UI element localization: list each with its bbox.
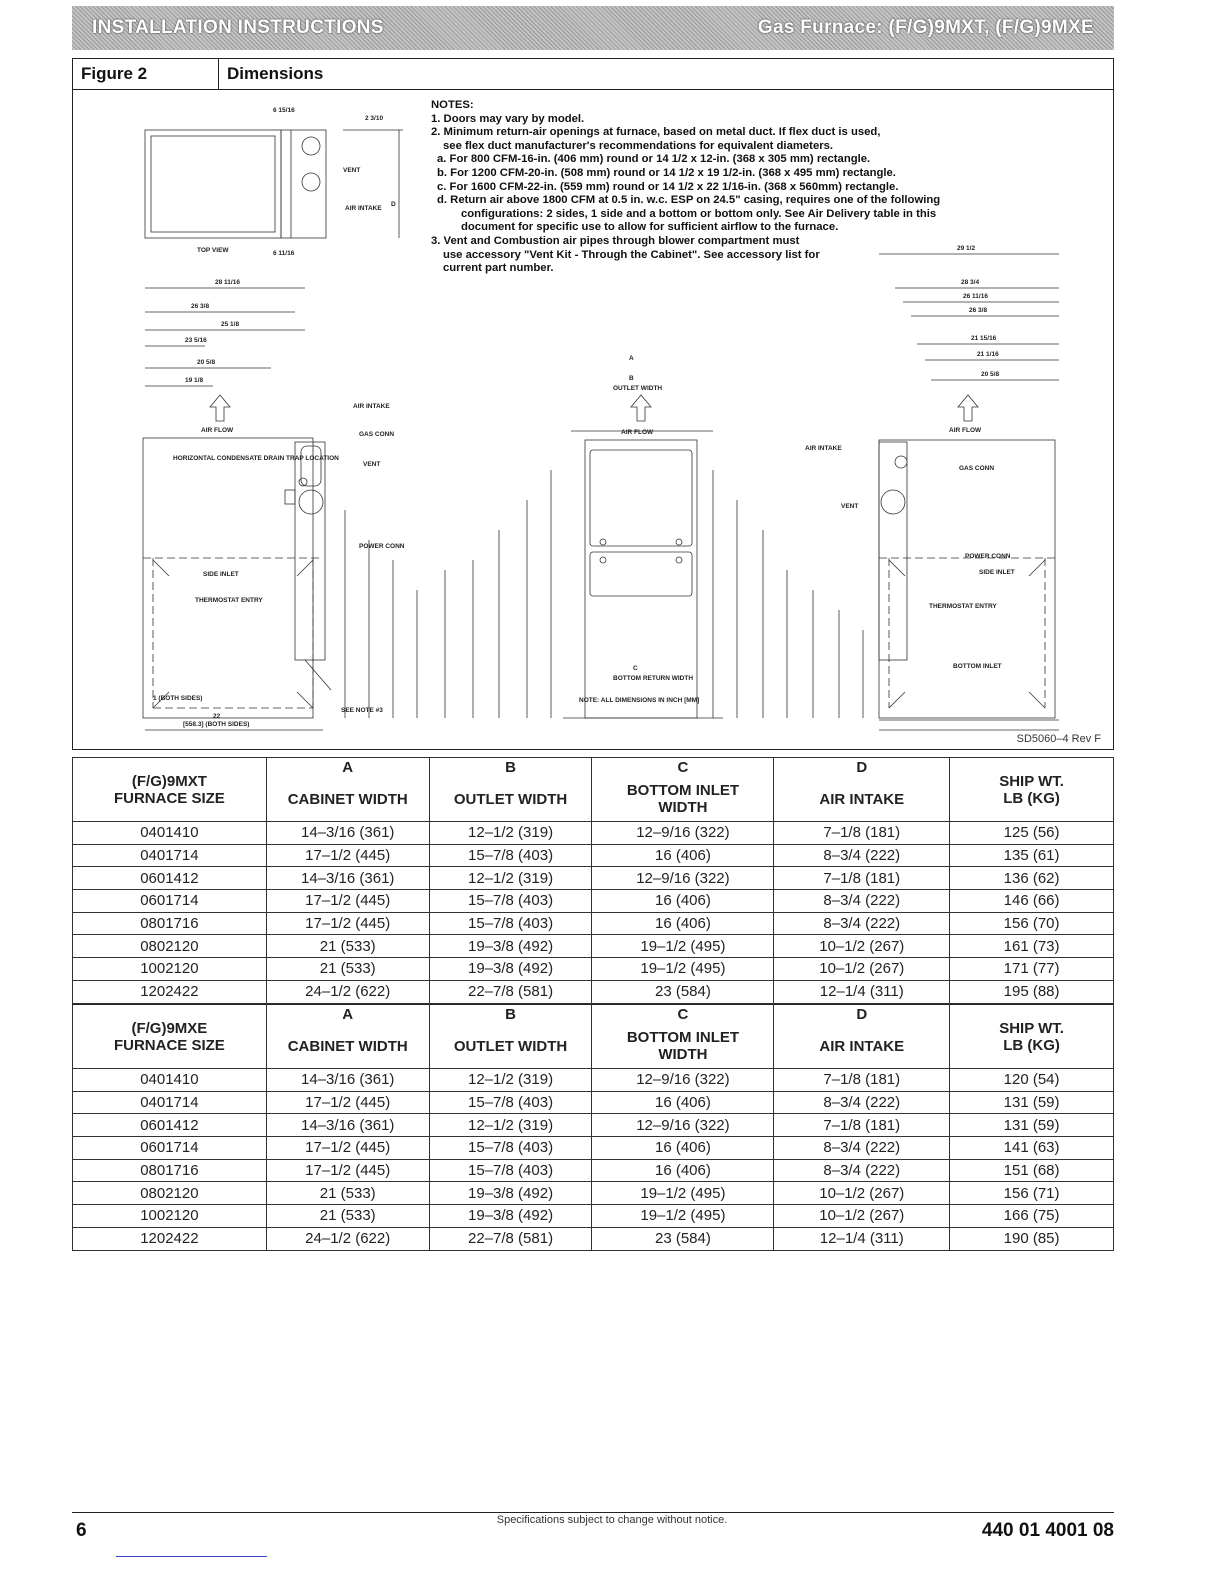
dim-left-3: 25 1/8 [221, 321, 240, 328]
table-cell: 21 (533) [266, 958, 429, 981]
table-cell: 1202422 [73, 1227, 267, 1250]
dim-right-7: 20 5/8 [981, 371, 1000, 378]
cabinet-width-header: CABINET WIDTH [266, 778, 429, 822]
drawing-reference: SD5060–4 Rev F [1016, 733, 1101, 745]
table-cell: 125 (56) [950, 822, 1114, 845]
left-side-view-drawing [143, 395, 331, 718]
dim-right-3: 26 11/16 [963, 293, 988, 300]
table-cell: 19–1/2 (495) [592, 1182, 774, 1205]
table-cell: 120 (54) [950, 1069, 1114, 1092]
dim-right-1: 29 1/2 [957, 245, 976, 252]
table-cell: 12–9/16 (322) [592, 1069, 774, 1092]
note-3-cont-2: current part number. [443, 262, 554, 275]
table-cell: 136 (62) [950, 867, 1114, 890]
figure-2-box [72, 58, 1114, 750]
right-air-intake-label: AIR INTAKE [805, 445, 842, 452]
table-row [73, 1182, 1114, 1205]
table-cell: 12–1/2 (319) [429, 1069, 592, 1092]
right-thermostat-label: THERMOSTAT ENTRY [929, 603, 997, 610]
top-view-drawing [145, 130, 403, 238]
letter-b-header: B [429, 1005, 592, 1025]
see-note-label: SEE NOTE #3 [341, 707, 383, 714]
table-cell: 24–1/2 (622) [266, 980, 429, 1003]
table-row [73, 935, 1114, 958]
table-cell: 22–7/8 (581) [429, 1227, 592, 1250]
left-air-flow-label: AIR FLOW [201, 427, 234, 434]
table-cell: 19–3/8 (492) [429, 1205, 592, 1228]
table-row [73, 1091, 1114, 1114]
table-cell: 141 (63) [950, 1137, 1114, 1160]
letter-a-header: A [266, 1005, 429, 1025]
table-cell: 19–3/8 (492) [429, 958, 592, 981]
left-side-inlet-label: SIDE INLET [203, 571, 239, 578]
note-2d-cont-1: configurations: 2 sides, 1 side and a bottom or bottom only. See Air Delivery table in this [461, 207, 937, 220]
left-dimension-lines [145, 288, 323, 730]
table-cell: 23 (584) [592, 980, 774, 1003]
table-cell: 14–3/16 (361) [266, 867, 429, 890]
table-cell: 135 (61) [950, 844, 1114, 867]
table-cell: 190 (85) [950, 1227, 1114, 1250]
table-cell: 146 (66) [950, 890, 1114, 913]
table-cell: 15–7/8 (403) [429, 1137, 592, 1160]
figure-number: Figure 2 [73, 59, 219, 89]
table-cell: 12–1/2 (319) [429, 822, 592, 845]
figure-header [73, 59, 1113, 90]
right-dimension-lines [879, 254, 1059, 730]
model-label: (F/G)9MXT [131, 772, 207, 790]
table-row [73, 867, 1114, 890]
table-cell: 0401410 [73, 822, 267, 845]
table-cell: 21 (533) [266, 1182, 429, 1205]
bottom-inlet-width-header: BOTTOM INLET WIDTH [592, 1025, 774, 1069]
right-air-flow-label: AIR FLOW [949, 427, 982, 434]
dim-a-label: A [629, 355, 634, 362]
note-2c: c. For 1600 CFM-22-in. (559 mm) round or 14 1/2 x 22 1/16-in. (368 x 560mm) rectangle. [437, 180, 899, 193]
table-cell: 12–9/16 (322) [592, 822, 774, 845]
header-right-title: Gas Furnace: (F/G)9MXT, (F/G)9MXE [757, 17, 1094, 38]
letter-d-header: D [774, 1005, 950, 1025]
table-cell: 17–1/2 (445) [266, 1159, 429, 1182]
table-cell: 16 (406) [592, 844, 774, 867]
table-row [73, 1114, 1114, 1137]
dim-left-5: 20 5/8 [197, 359, 216, 366]
table-cell: 131 (59) [950, 1114, 1114, 1137]
left-thermostat-label: THERMOSTAT ENTRY [195, 597, 263, 604]
table-cell: 10–1/2 (267) [774, 935, 950, 958]
dim-top-2: 2 3/10 [365, 115, 384, 122]
table-cell: 1202422 [73, 980, 267, 1003]
right-side-inlet-label: SIDE INLET [979, 569, 1015, 576]
top-view-label: TOP VIEW [197, 247, 229, 254]
both-sides-22-label: 22 [213, 713, 221, 720]
table-cell: 7–1/8 (181) [774, 1069, 950, 1092]
table-cell: 17–1/2 (445) [266, 844, 429, 867]
model-label: (F/G)9MXE [131, 1019, 208, 1037]
horizontal-condensate-label: HORIZONTAL CONDENSATE DRAIN TRAP LOCATION [173, 455, 339, 462]
ship-unit: LB (KG) [1003, 1036, 1060, 1054]
table-row [73, 822, 1114, 845]
table-cell: 14–3/16 (361) [266, 822, 429, 845]
table-cell: 0401410 [73, 1069, 267, 1092]
table-cell: 156 (71) [950, 1182, 1114, 1205]
note-3: 3. Vent and Combustion air pipes through blower compartment must [431, 234, 800, 247]
ship-label: SHIP WT. [999, 772, 1064, 790]
both-sides-label: 1 (BOTH SIDES) [153, 695, 203, 702]
table-cell: 8–3/4 (222) [774, 890, 950, 913]
table-cell: 0401714 [73, 844, 267, 867]
footer-rule [72, 1512, 1114, 1513]
dim-right-2: 28 3/4 [961, 279, 980, 286]
table-row [73, 1069, 1114, 1092]
all-dimensions-note: NOTE: ALL DIMENSIONS IN INCH [MM] [579, 697, 700, 704]
table-cell: 15–7/8 (403) [429, 912, 592, 935]
table-cell: 10–1/2 (267) [774, 1182, 950, 1205]
front-view-drawing [571, 395, 713, 718]
right-gas-conn-label: GAS CONN [959, 465, 995, 472]
table-row [73, 844, 1114, 867]
note-2b: b. For 1200 CFM-20-in. (508 mm) round or 14 1/2 x 19 1/2-in. (368 x 495 mm) rectangle. [437, 166, 896, 179]
table-cell: 0601714 [73, 1137, 267, 1160]
note-2d: d. Return air above 1800 CFM at 0.5 in. w.c. ESP on 24.5" casing, requires one of the following [437, 194, 941, 207]
table-cell: 19–1/2 (495) [592, 958, 774, 981]
model-size-header [73, 758, 267, 822]
both-sides-22mm-label: [558.3] (BOTH SIDES) [183, 721, 250, 728]
air-intake-header: AIR INTAKE [774, 1025, 950, 1069]
mxt-dimensions-table [72, 757, 1114, 1004]
outlet-width-header: OUTLET WIDTH [429, 1025, 592, 1069]
footer-note: Specifications subject to change without notice. [496, 1514, 728, 1526]
dim-top-1: 6 15/16 [273, 107, 295, 114]
table-row [73, 1137, 1114, 1160]
table-cell: 19–3/8 (492) [429, 1182, 592, 1205]
table-cell: 0601714 [73, 890, 267, 913]
dim-left-1: 28 11/16 [215, 279, 240, 286]
dim-right-4: 26 3/8 [969, 307, 988, 314]
table-cell: 8–3/4 (222) [774, 912, 950, 935]
note-2: 2. Minimum return-air openings at furnace, based on metal duct. If flex duct is used, [431, 126, 881, 139]
size-label: FURNACE SIZE [113, 789, 225, 807]
table-cell: 131 (59) [950, 1091, 1114, 1114]
table-cell: 14–3/16 (361) [266, 1069, 429, 1092]
table-cell: 17–1/2 (445) [266, 890, 429, 913]
mxe-dimensions-table [72, 1004, 1114, 1251]
table-cell: 16 (406) [592, 1137, 774, 1160]
note-2-cont: see flex duct manufacturer's recommendations for equivalent diameters. [443, 139, 834, 152]
table-cell: 15–7/8 (403) [429, 844, 592, 867]
table-cell: 14–3/16 (361) [266, 1114, 429, 1137]
table-row [73, 1205, 1114, 1228]
ship-weight-header [950, 1005, 1114, 1069]
table-cell: 16 (406) [592, 1091, 774, 1114]
air-intake-header: AIR INTAKE [774, 778, 950, 822]
table-cell: 0802120 [73, 935, 267, 958]
note-2d-cont-2: document for specific use to allow for sufficient airflow to the furnace. [461, 221, 839, 234]
dim-top-3: 6 11/16 [273, 250, 295, 257]
table-cell: 19–3/8 (492) [429, 935, 592, 958]
table-cell: 7–1/8 (181) [774, 867, 950, 890]
note-1: 1. Doors may vary by model. [431, 112, 585, 125]
header-left-title: INSTALLATION INSTRUCTIONS [92, 17, 384, 38]
ship-label: SHIP WT. [999, 1019, 1064, 1037]
outlet-width-label: OUTLET WIDTH [613, 385, 663, 392]
table-cell: 10–1/2 (267) [774, 1205, 950, 1228]
cabinet-width-header: CABINET WIDTH [266, 1025, 429, 1069]
table-cell: 12–9/16 (322) [592, 1114, 774, 1137]
dim-d-label: D [391, 201, 396, 208]
table-row [73, 912, 1114, 935]
table-cell: 0801716 [73, 912, 267, 935]
bottom-return-width-label: BOTTOM RETURN WIDTH [613, 675, 694, 682]
table-row [73, 980, 1114, 1003]
table-cell: 23 (584) [592, 1227, 774, 1250]
left-air-intake-label: AIR INTAKE [353, 403, 390, 410]
left-vent-label: VENT [363, 461, 381, 468]
table-cell: 7–1/8 (181) [774, 822, 950, 845]
table-cell: 17–1/2 (445) [266, 1137, 429, 1160]
dim-left-6: 19 1/8 [185, 377, 204, 384]
table-cell: 8–3/4 (222) [774, 1159, 950, 1182]
table-cell: 0401714 [73, 1091, 267, 1114]
table-cell: 24–1/2 (622) [266, 1227, 429, 1250]
dim-right-5: 21 15/16 [971, 335, 997, 342]
left-gas-conn-label: GAS CONN [359, 431, 395, 438]
notes-heading: NOTES: [431, 99, 474, 111]
size-label: FURNACE SIZE [113, 1036, 225, 1054]
table-cell: 22–7/8 (581) [429, 980, 592, 1003]
table-cell: 12–9/16 (322) [592, 867, 774, 890]
table-cell: 166 (75) [950, 1205, 1114, 1228]
page-header [72, 6, 1114, 50]
front-air-flow-label: AIR FLOW [621, 429, 654, 436]
table-cell: 0801716 [73, 1159, 267, 1182]
letter-b-header: B [429, 758, 592, 778]
table-cell: 1002120 [73, 958, 267, 981]
table-cell: 15–7/8 (403) [429, 1159, 592, 1182]
page-number: 6 [76, 1520, 87, 1541]
table-cell: 15–7/8 (403) [429, 1091, 592, 1114]
dim-c-label: C [633, 665, 638, 672]
table-cell: 156 (70) [950, 912, 1114, 935]
table-cell: 151 (68) [950, 1159, 1114, 1182]
note-2a: a. For 800 CFM-16-in. (406 mm) round or 14 1/2 x 12-in. (368 x 305 mm) rectangle. [437, 153, 871, 166]
top-air-intake-label: AIR INTAKE [345, 205, 382, 212]
table-row [73, 1227, 1114, 1250]
table-cell: 161 (73) [950, 935, 1114, 958]
model-size-header [73, 1005, 267, 1069]
ship-unit: LB (KG) [1003, 789, 1060, 807]
table-cell: 21 (533) [266, 935, 429, 958]
left-power-conn-label: POWER CONN [359, 543, 405, 550]
table-cell: 8–3/4 (222) [774, 1137, 950, 1160]
table-row [73, 890, 1114, 913]
table-cell: 17–1/2 (445) [266, 1091, 429, 1114]
table-cell: 10–1/2 (267) [774, 958, 950, 981]
ship-weight-header [950, 758, 1114, 822]
table-cell: 12–1/4 (311) [774, 1227, 950, 1250]
right-vent-label: VENT [841, 503, 859, 510]
table-cell: 0601412 [73, 867, 267, 890]
dim-left-4: 23 5/16 [185, 337, 207, 344]
table-cell: 16 (406) [592, 890, 774, 913]
table-cell: 19–1/2 (495) [592, 1205, 774, 1228]
figure-title: Dimensions [227, 64, 324, 83]
dim-left-2: 26 3/8 [191, 303, 210, 310]
letter-c-header: C [592, 1005, 774, 1025]
table-cell: 1002120 [73, 1205, 267, 1228]
table-cell: 12–1/4 (311) [774, 980, 950, 1003]
table-cell: 7–1/8 (181) [774, 1114, 950, 1137]
table-cell: 8–3/4 (222) [774, 844, 950, 867]
table-cell: 8–3/4 (222) [774, 1091, 950, 1114]
dim-b-label: B [629, 375, 634, 382]
letter-a-header: A [266, 758, 429, 778]
table-cell: 21 (533) [266, 1205, 429, 1228]
table-cell: 12–1/2 (319) [429, 867, 592, 890]
table-cell: 19–1/2 (495) [592, 935, 774, 958]
table-cell: 16 (406) [592, 1159, 774, 1182]
dim-right-6: 21 1/16 [977, 351, 999, 358]
bottom-inlet-width-header: BOTTOM INLET WIDTH [592, 778, 774, 822]
document-number: 440 01 4001 08 [981, 1520, 1114, 1541]
vertical-dimension-lines [345, 470, 863, 718]
top-vent-label: VENT [343, 167, 361, 174]
table-cell: 195 (88) [950, 980, 1114, 1003]
table-row [73, 958, 1114, 981]
letter-d-header: D [774, 758, 950, 778]
table-cell: 0802120 [73, 1182, 267, 1205]
figure-notes [431, 99, 1031, 276]
table-cell: 16 (406) [592, 912, 774, 935]
table-cell: 0601412 [73, 1114, 267, 1137]
table-row [73, 1159, 1114, 1182]
link-underline [116, 1556, 267, 1557]
table-cell: 15–7/8 (403) [429, 890, 592, 913]
letter-c-header: C [592, 758, 774, 778]
table-cell: 12–1/2 (319) [429, 1114, 592, 1137]
note-3-cont-1: use accessory "Vent Kit - Through the Cabinet". See accessory list for [443, 248, 820, 261]
right-power-conn-label: POWER CONN [965, 553, 1011, 560]
table-cell: 17–1/2 (445) [266, 912, 429, 935]
outlet-width-header: OUTLET WIDTH [429, 778, 592, 822]
table-cell: 171 (77) [950, 958, 1114, 981]
bottom-inlet-label: BOTTOM INLET [953, 663, 1002, 670]
